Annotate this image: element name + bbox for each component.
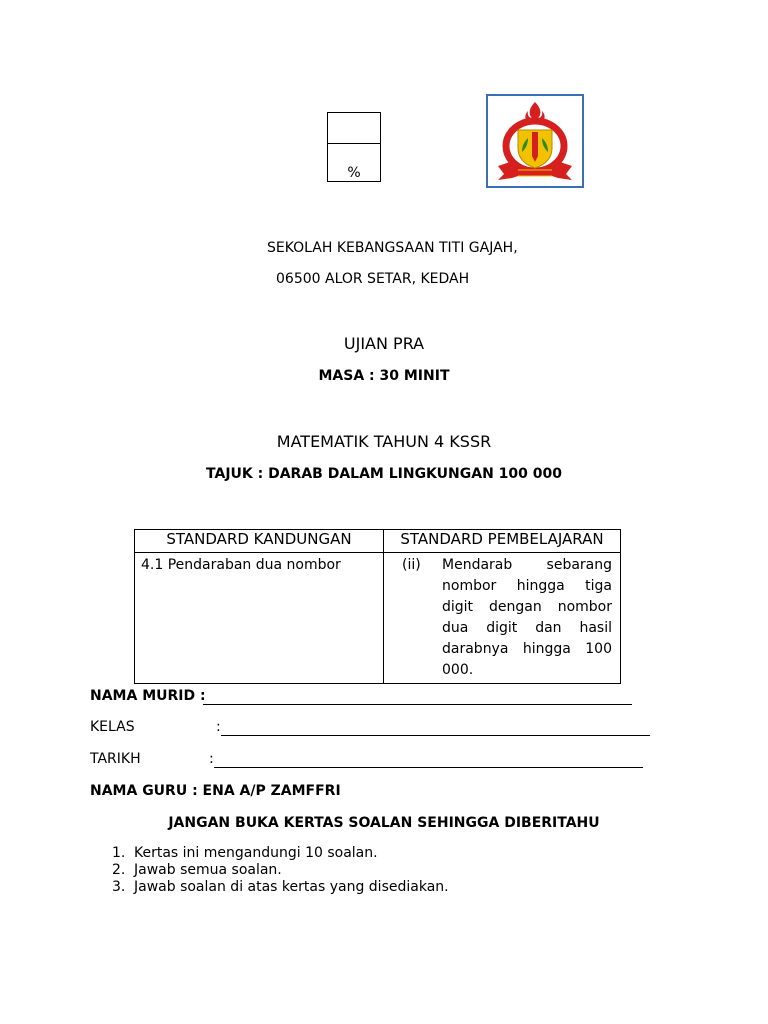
list-item: 2. Jawab semua soalan. (112, 862, 282, 878)
score-box-marks-cell (328, 113, 380, 144)
school-crest-icon (488, 96, 582, 186)
nama-guru: NAMA GURU : ENA A/P ZAMFFRI (90, 783, 341, 799)
learning-standard-cell (384, 553, 621, 684)
table-row (135, 553, 621, 684)
learning-standard-text: Mendarab sebarang nombor hingga tiga digit dengan nombor dua digit dan hasil darabnya hingga 100 000. (442, 557, 612, 678)
nama-murid-label: NAMA MURID : (90, 688, 206, 704)
content-standard-cell: 4.1 Pendaraban dua nombor (135, 553, 384, 684)
kelas-line[interactable] (221, 735, 650, 736)
score-box-percent-cell: % (347, 165, 361, 181)
exam-topic: TAJUK : DARAB DALAM LINGKUNGAN 100 000 (206, 466, 562, 482)
tarikh-colon: : (209, 751, 214, 767)
header-standard-kandungan: STANDARD KANDUNGAN (135, 530, 384, 553)
list-item: 1. Kertas ini mengandungi 10 soalan. (112, 845, 378, 861)
exam-subject: MATEMATIK TAHUN 4 KSSR (276, 432, 492, 451)
tarikh-label: TARIKH (90, 751, 141, 767)
exam-duration: MASA : 30 MINIT (318, 368, 450, 384)
list-item: 3. Jawab soalan di atas kertas yang disediakan. (112, 879, 449, 895)
kelas-label: KELAS (90, 719, 135, 735)
learning-standard-number: (ii) (402, 557, 421, 573)
school-logo (486, 94, 584, 188)
instructions-list (112, 845, 449, 896)
header-standard-pembelajaran: STANDARD PEMBELAJARAN (384, 530, 621, 553)
score-box (327, 112, 381, 182)
warning-text: JANGAN BUKA KERTAS SOALAN SEHINGGA DIBERITAHU (168, 815, 600, 831)
school-address: 06500 ALOR SETAR, KEDAH (276, 271, 470, 287)
standards-table (134, 529, 621, 684)
school-name: SEKOLAH KEBANGSAAN TITI GAJAH, (267, 240, 518, 256)
kelas-colon: : (216, 719, 221, 735)
tarikh-line[interactable] (214, 767, 643, 768)
exam-title: UJIAN PRA (343, 334, 425, 353)
nama-murid-line[interactable] (203, 704, 632, 705)
